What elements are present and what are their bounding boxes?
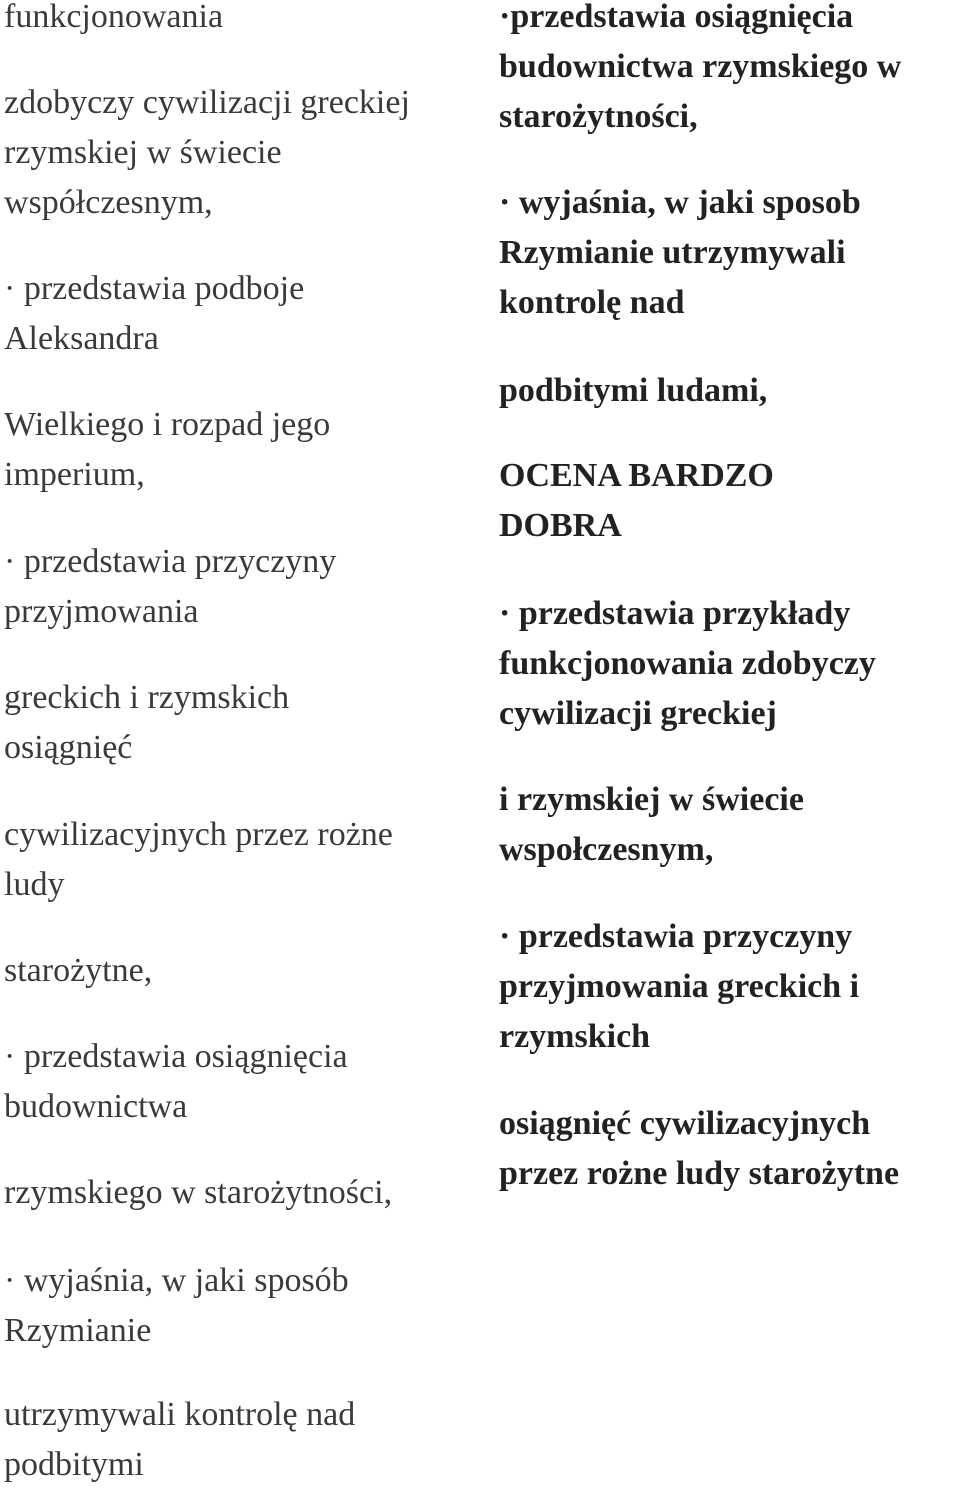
right-paragraph: · wyjaśnia, w jaki sposob Rzymianie utrzymywali kontrolę nad xyxy=(499,184,861,321)
left-paragraph: Wielkiego i rozpad jego imperium, xyxy=(4,406,331,493)
left-paragraph: utrzymywali kontrolę nad podbitymi xyxy=(4,1396,356,1483)
left-paragraph: cywilizacyjnych przez rożne ludy xyxy=(4,816,393,903)
left-paragraph: starożytne, xyxy=(4,952,153,989)
right-paragraph: · przedstawia przyczyny przyjmowania greckich i rzymskich xyxy=(499,918,860,1055)
right-paragraph: · przedstawia przykłady funkcjonowania zdobyczy cywilizacji greckiej xyxy=(499,595,876,732)
left-paragraph: · przedstawia osiągnięcia budownictwa xyxy=(4,1038,348,1125)
left-paragraph: greckich i rzymskich osiągnięć xyxy=(4,679,290,766)
left-paragraph: · wyjaśnia, w jaki sposób Rzymianie xyxy=(4,1262,349,1349)
left-paragraph: funkcjonowania xyxy=(4,0,224,35)
left-paragraph: · przedstawia przyczyny przyjmowania xyxy=(4,543,337,630)
right-paragraph: OCENA BARDZO DOBRA xyxy=(499,457,774,544)
left-paragraph: rzymskiego w starożytności, xyxy=(4,1174,393,1211)
right-paragraph: ·przedstawia osiągnięcia budownictwa rzymskiego w starożytności, xyxy=(499,0,902,135)
right-paragraph: osiągnięć cywilizacyjnych przez rożne ludy starożytne xyxy=(499,1105,900,1192)
left-paragraph: zdobyczy cywilizacji greckiej rzymskiej w świecie współczesnym, xyxy=(4,84,410,221)
right-paragraph: podbitymi ludami, xyxy=(499,372,768,409)
left-paragraph: · przedstawia podboje Aleksandra xyxy=(4,270,305,357)
right-paragraph: i rzymskiej w świecie wspołczesnym, xyxy=(499,781,804,868)
